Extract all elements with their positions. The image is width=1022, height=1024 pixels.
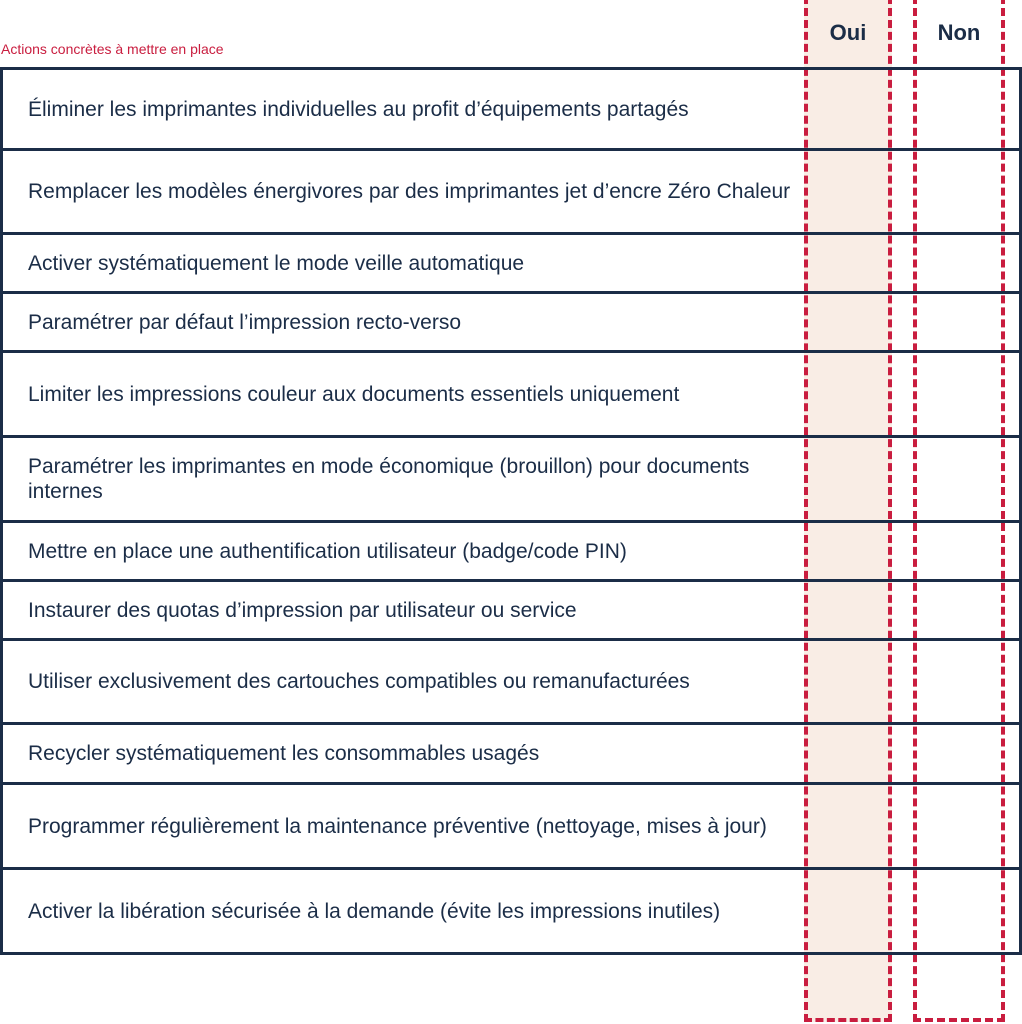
action-text: Paramétrer par défaut l’impression recto-verso xyxy=(28,310,462,334)
action-row xyxy=(0,870,1022,955)
non-column-header: Non xyxy=(937,20,981,45)
action-text: Programmer régulièrement la maintenance préventive (nettoyage, mises à jour) xyxy=(28,814,767,838)
action-text: Mettre en place une authentification utilisateur (badge/code PIN) xyxy=(28,539,627,563)
action-row xyxy=(0,67,1022,151)
action-row xyxy=(0,151,1022,235)
action-row xyxy=(0,438,1022,523)
action-text: Activer la libération sécurisée à la demande (évite les impressions inutiles) xyxy=(28,899,721,923)
action-text: Recycler systématiquement les consommables usagés xyxy=(28,742,540,765)
action-row xyxy=(0,582,1022,641)
actions-table xyxy=(0,67,1022,955)
action-text: Remplacer les modèles énergivores par des imprimantes jet d’encre Zéro Chaleur xyxy=(28,180,791,203)
action-row xyxy=(0,641,1022,725)
action-text: Instaurer des quotas d’impression par utilisateur ou service xyxy=(28,598,577,622)
action-text: Limiter les impressions couleur aux documents essentiels uniquement xyxy=(28,382,680,406)
action-row xyxy=(0,725,1022,785)
action-text: Éliminer les imprimantes individuelles au profit d’équipements partagés xyxy=(28,97,689,121)
action-row xyxy=(0,235,1022,294)
action-row xyxy=(0,294,1022,353)
action-row xyxy=(0,785,1022,870)
oui-column-header: Oui xyxy=(829,20,867,45)
action-row xyxy=(0,523,1022,582)
action-text: Utiliser exclusivement des cartouches compatibles ou remanufacturées xyxy=(28,670,690,693)
action-text: Paramétrer les imprimantes en mode économique (brouillon) pour documents internes xyxy=(28,455,750,503)
action-row xyxy=(0,353,1022,438)
action-text: Activer systématiquement le mode veille automatique xyxy=(28,251,525,275)
section-title: Actions concrètes à mettre en place xyxy=(1,41,224,57)
